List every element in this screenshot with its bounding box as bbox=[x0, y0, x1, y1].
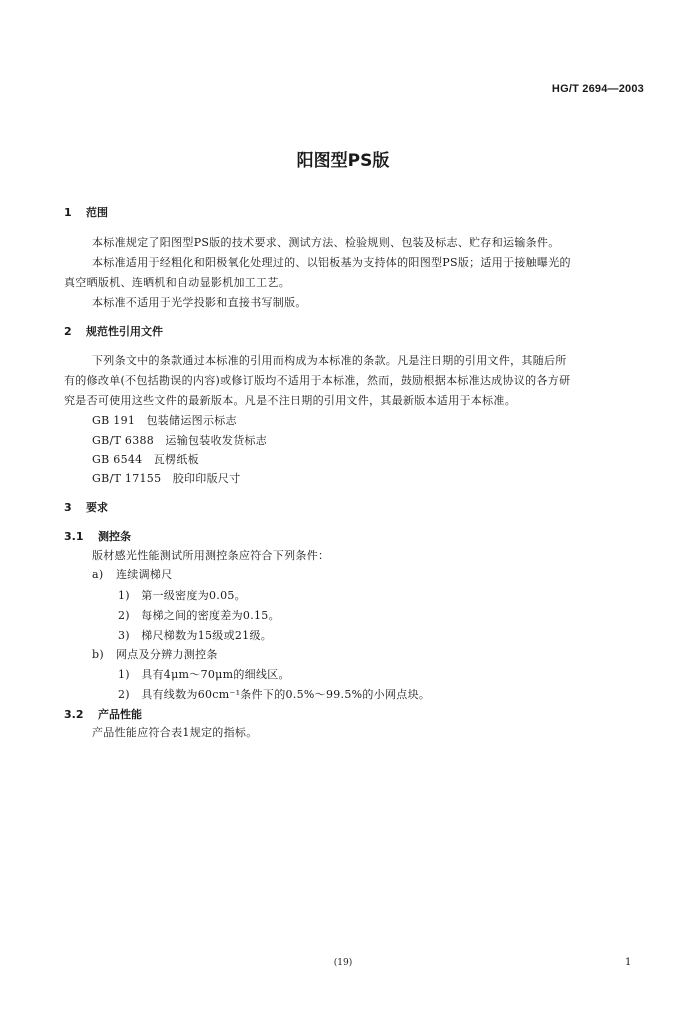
paragraph-line: 产品性能应符合表1规定的指标。 bbox=[92, 726, 258, 739]
sub-list-item: 2) 具有线数为60cm⁻¹条件下的0.5%～99.5%的小网点块。 bbox=[118, 688, 431, 701]
paragraph-line: 版材感光性能测试所用测控条应符合下列条件： bbox=[92, 549, 330, 562]
section-number: 3 bbox=[64, 501, 72, 514]
paragraph-line: 真空晒版机、连晒机和自动显影机加工工艺。 bbox=[64, 276, 290, 289]
list-label: b) bbox=[92, 648, 104, 661]
paragraph-line: 本标准不适用于光学投影和直接书写制版。 bbox=[92, 296, 307, 309]
section-2-heading bbox=[64, 323, 163, 339]
subsection-3-2-heading bbox=[64, 706, 142, 722]
sub-list-item: 3) 梯尺梯数为15级或21级。 bbox=[118, 629, 273, 642]
section-3-heading bbox=[64, 499, 108, 515]
reference-item: GB 191 包装储运图示标志 bbox=[92, 414, 237, 427]
reference-item: GB/T 17155 胶印印版尺寸 bbox=[92, 472, 241, 485]
subsection-title: 测控条 bbox=[98, 530, 131, 543]
page-title: 阳图型PS版 bbox=[296, 151, 390, 171]
section-number: 2 bbox=[64, 325, 72, 338]
section-title: 范围 bbox=[86, 206, 108, 219]
paragraph-line: 究是否可使用这些文件的最新版本。凡是不注日期的引用文件，其最新版本适用于本标准。 bbox=[64, 394, 516, 407]
list-text: 连续调梯尺 bbox=[116, 568, 173, 581]
section-number: 1 bbox=[64, 206, 72, 219]
list-item-b bbox=[92, 646, 218, 662]
subsection-number: 3.1 bbox=[64, 530, 84, 543]
paragraph-line: 本标准适用于经粗化和阳极氧化处理过的、以铝板基为支持体的阳图型PS版；适用于接触曝光的 bbox=[92, 256, 571, 269]
sub-list-item: 1) 具有4μm～70μm的细线区。 bbox=[118, 668, 290, 681]
section-1-heading bbox=[64, 204, 108, 220]
page-number-right: 1 bbox=[625, 957, 632, 968]
section-title: 要求 bbox=[86, 501, 108, 514]
reference-item: GB/T 6388 运输包装收发货标志 bbox=[92, 434, 268, 447]
reference-item: GB 6544 瓦楞纸板 bbox=[92, 453, 199, 466]
paragraph-line: 下列条文中的条款通过本标准的引用而构成为本标准的条款。凡是注日期的引用文件，其随后所 bbox=[92, 354, 567, 367]
paragraph-line: 有的修改单(不包括勘误的内容)或修订版均不适用于本标准，然而，鼓励根据本标准达成协议的各方研 bbox=[64, 374, 571, 387]
page-number-center: (19) bbox=[333, 958, 353, 968]
list-text: 网点及分辨力测控条 bbox=[116, 648, 218, 661]
section-title: 规范性引用文件 bbox=[86, 325, 163, 338]
list-item-a bbox=[92, 566, 173, 582]
sub-list-item: 1) 第一级密度为0.05。 bbox=[118, 589, 246, 602]
subsection-number: 3.2 bbox=[64, 708, 84, 721]
sub-list-item: 2) 每梯之间的密度差为0.15。 bbox=[118, 609, 280, 622]
standard-number: HG/T 2694—2003 bbox=[551, 83, 644, 95]
paragraph-line: 本标准规定了阳图型PS版的技术要求、测试方法、检验规则、包装及标志、贮存和运输条件。 bbox=[92, 236, 560, 249]
subsection-title: 产品性能 bbox=[98, 708, 142, 721]
list-label: a) bbox=[92, 568, 104, 581]
subsection-3-1-heading bbox=[64, 528, 131, 544]
